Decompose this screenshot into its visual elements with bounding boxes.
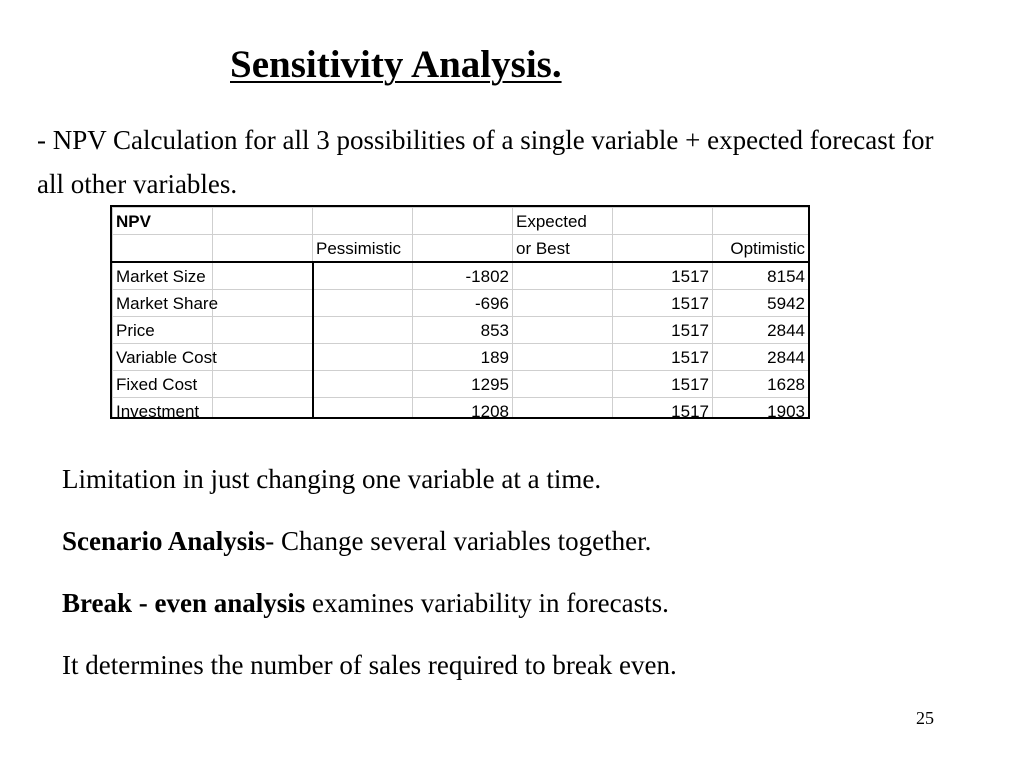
row-label: Market Size (113, 262, 213, 290)
table-row (113, 262, 809, 290)
page-number: 25 (916, 708, 934, 728)
table-row (113, 317, 809, 344)
point-sales-required (62, 634, 962, 696)
optimistic-value: 8154 (713, 262, 809, 290)
table-row (113, 398, 809, 420)
point-term: Break - even analysis (62, 588, 306, 618)
pessimistic-value: 853 (413, 317, 513, 344)
table-row (113, 344, 809, 371)
row-label: Price (113, 317, 213, 344)
expected-value: 1517 (613, 290, 713, 317)
pessimistic-header: Pessimistic (313, 235, 413, 263)
expected-header-line1: Expected (513, 208, 613, 235)
header-row-1 (113, 208, 809, 235)
optimistic-value: 1628 (713, 371, 809, 398)
pessimistic-value: -1802 (413, 262, 513, 290)
point-text: - Change several variables together. (265, 526, 652, 556)
expected-value: 1517 (613, 344, 713, 371)
row-label: Variable Cost (113, 344, 213, 371)
optimistic-value: 2844 (713, 317, 809, 344)
table-row (113, 371, 809, 398)
corner-label: NPV (113, 208, 213, 235)
key-points (62, 448, 962, 696)
pessimistic-value: -696 (413, 290, 513, 317)
npv-table (110, 205, 810, 419)
point-text: It determines the number of sales required to break even. (62, 650, 677, 680)
expected-value: 1517 (613, 398, 713, 420)
point-text: Limitation in just changing one variable at a time. (62, 464, 602, 494)
point-break-even (62, 572, 962, 634)
point-term: Scenario Analysis (62, 526, 266, 556)
expected-value: 1517 (613, 371, 713, 398)
pessimistic-value: 189 (413, 344, 513, 371)
expected-value: 1517 (613, 262, 713, 290)
optimistic-value: 2844 (713, 344, 809, 371)
pessimistic-value: 1295 (413, 371, 513, 398)
optimistic-value: 5942 (713, 290, 809, 317)
pessimistic-value: 1208 (413, 398, 513, 420)
npv-grid (112, 207, 809, 419)
point-limitation (62, 448, 962, 510)
header-row-2 (113, 235, 809, 263)
intro-text: - NPV Calculation for all 3 possibilities of a single variable + expected forecast for all other variables. (37, 125, 934, 199)
slide-title: Sensitivity Analysis. (230, 43, 562, 86)
row-label: Market Share (113, 290, 213, 317)
table-row (113, 290, 809, 317)
optimistic-value: 1903 (713, 398, 809, 420)
expected-value: 1517 (613, 317, 713, 344)
optimistic-header: Optimistic (713, 235, 809, 263)
row-label: Investment (113, 398, 213, 420)
point-scenario-analysis (62, 510, 962, 572)
row-label: Fixed Cost (113, 371, 213, 398)
expected-header-line2: or Best (513, 235, 613, 263)
point-text: examines variability in forecasts. (305, 588, 669, 618)
